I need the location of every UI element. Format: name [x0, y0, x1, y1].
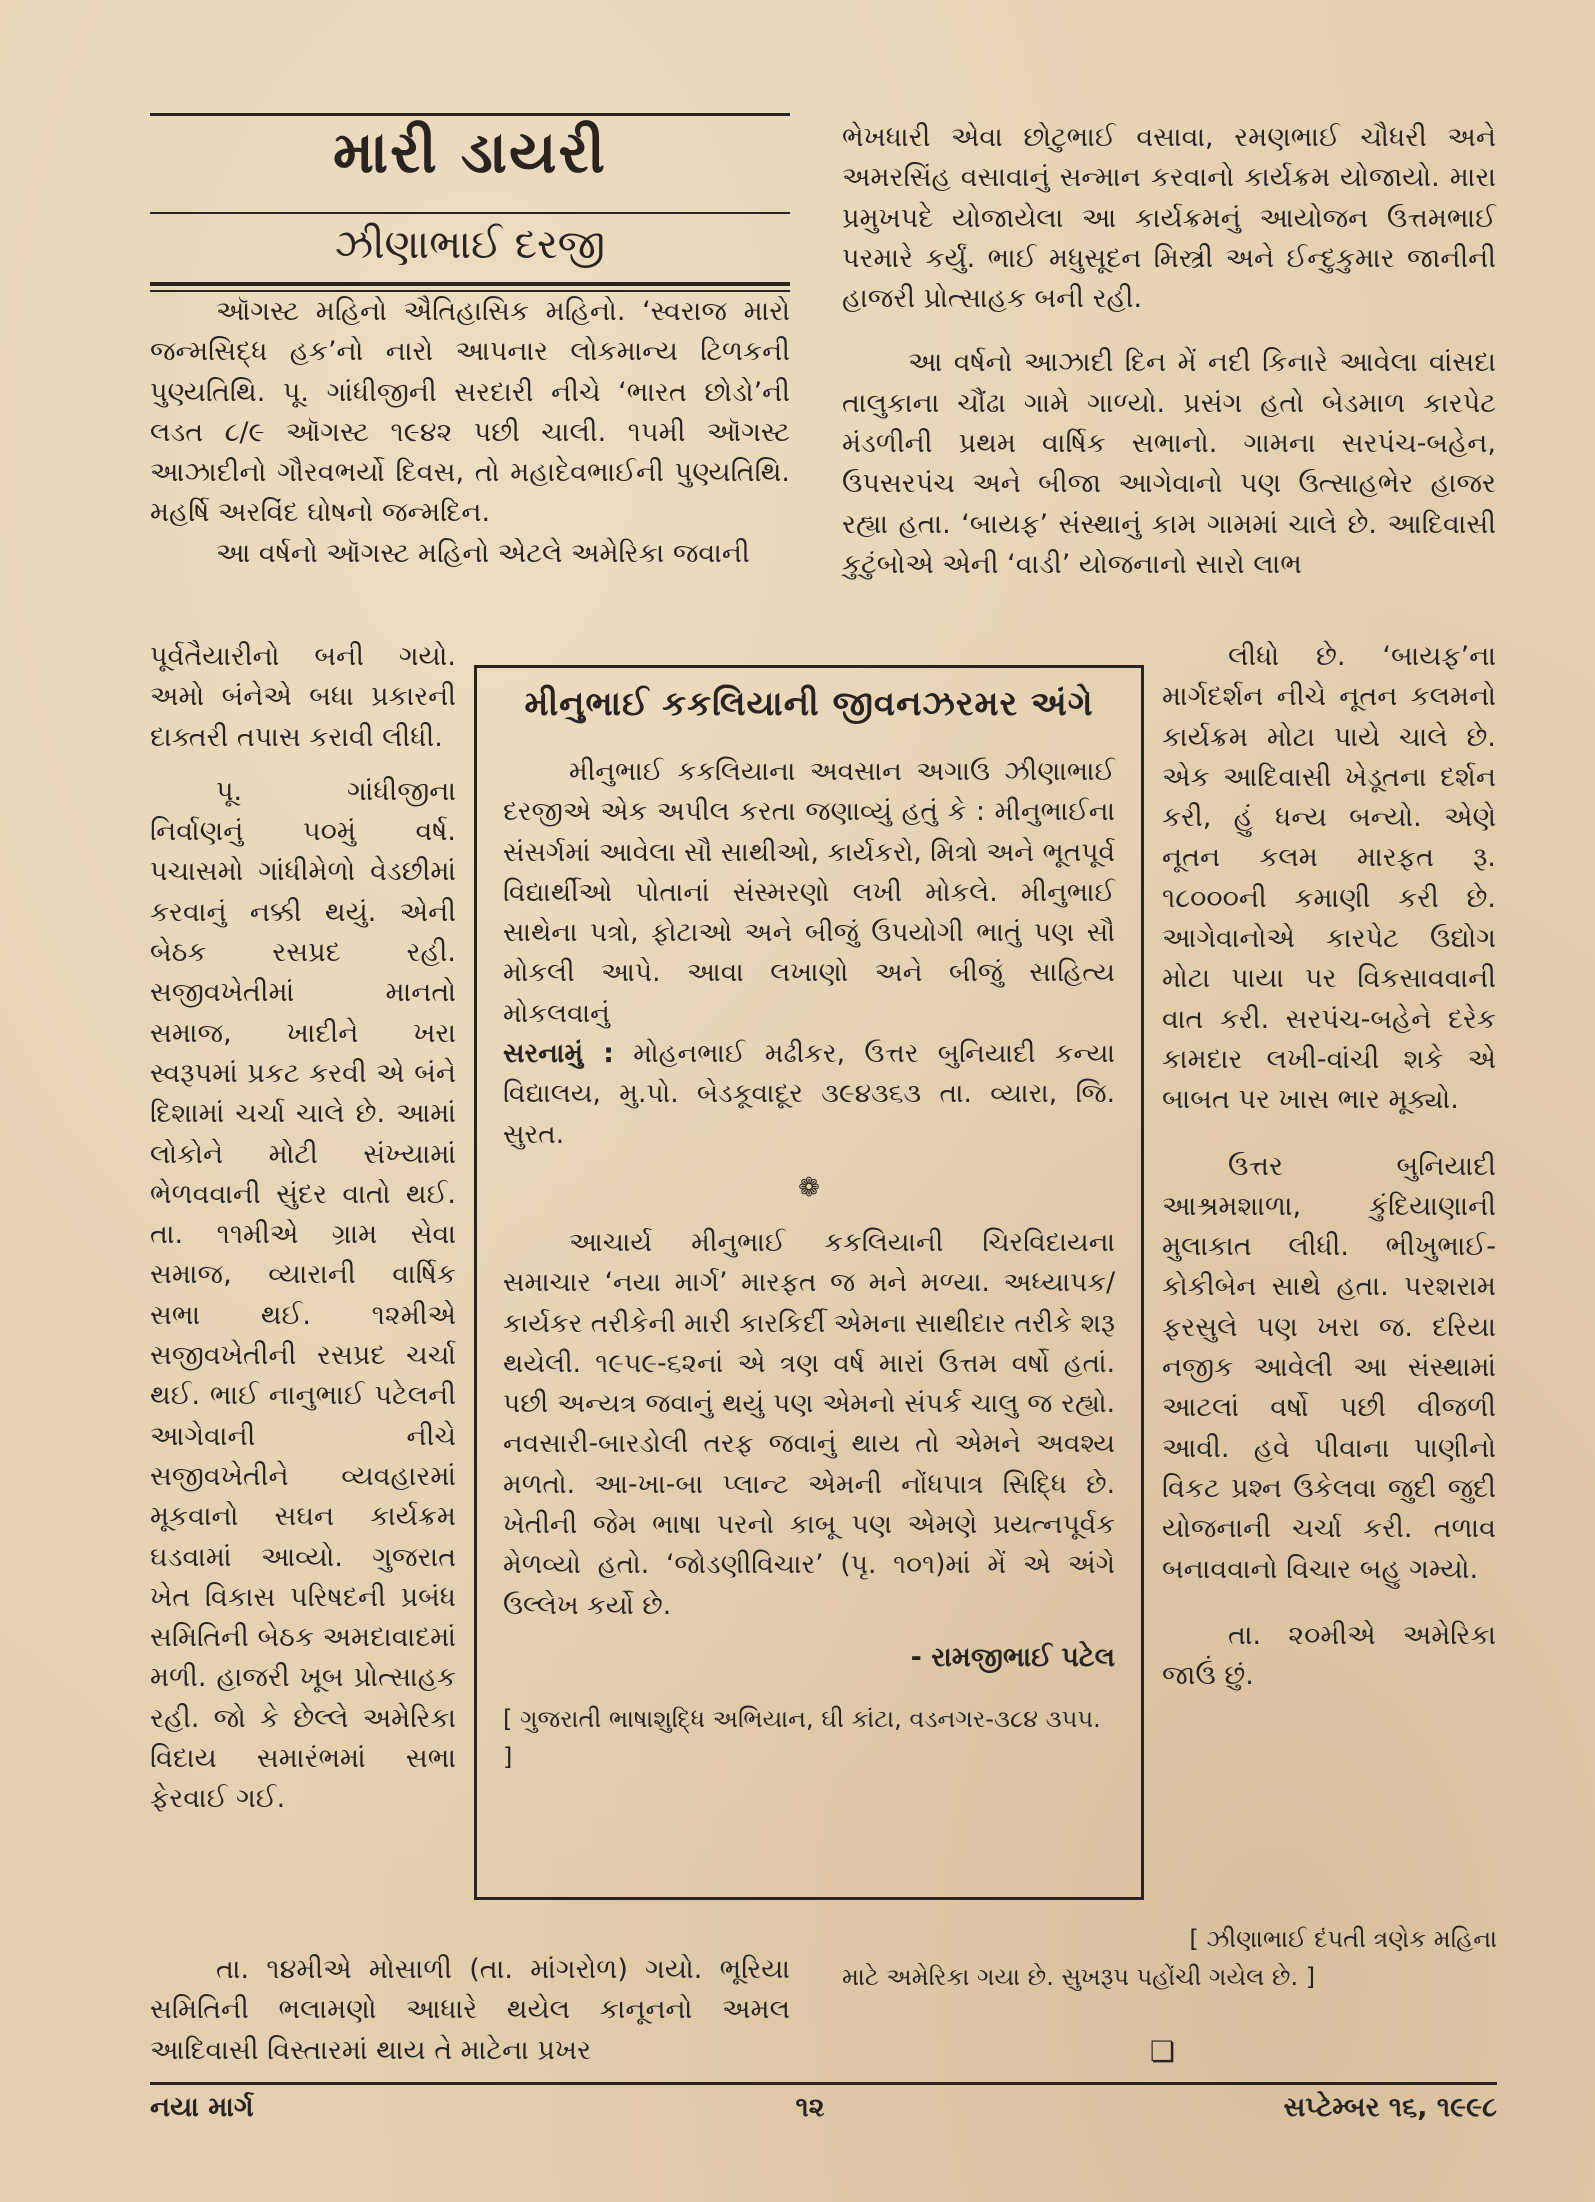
paragraph: આ વર્ષનો આઝાદી દિન મેં નદી કિનારે આવેલા વાંસદા તાલુકાના ચૌંઢા ગામે ગાળ્યો. પ્રસંગ હતો બેડમાળ કારપેટ મંડળીની પ્રથમ વાર્ષિક સભાનો. ગામના સરપંચ-બહેન, ઉપસરપંચ અને બીજા આગેવાનો પણ ઉત્સાહભેર હાજર રહ્યા હતા. ‘બાયફ’ સંસ્થાનું કામ ગામમાં ચાલે છે. આદિવાસી કુટુંબોએ એની ‘વાડી’ યોજનાનો સારો લાભ	[842, 347, 1496, 580]
right-column-top	[842, 118, 1496, 585]
box-signature: - રામજીભાઈ પટેલ	[910, 1641, 1115, 1673]
paragraph: ઑગસ્ટ મહિનો ઐતિહાસિક મહિનો. ‘સ્વરાજ મારો જન્મસિદ્ધ હક’નો નારો આપનાર લોકમાન્ય ટિળકની પુણ્યતિથિ. પૂ. ગાંધીજીની સરદારી નીચે ‘ભારત છોડો’ની લડત ૮/૯ ઑગસ્ટ ૧૯૪૨ પછી ચાલી. ૧૫મી ઑગસ્ટ આઝાદીનો ગૌરવભર્યો દિવસ, તો મહાદેવભાઈની પુણ્યતિથિ. મહર્ષિ અરવિંદ ઘોષનો જન્મદિન.	[150, 296, 790, 529]
footer-date: સપ્ટેમ્બર ૧૬, ૧૯૯૮	[1283, 2092, 1497, 2123]
footer-publication: નયા માર્ગ	[150, 2092, 254, 2123]
paragraph: લીધો છે. ‘બાયફ’ના માર્ગદર્શન નીચે નૂતન કલમનો કાર્યક્રમ મોટા પાયે ચાલે છે. એક આદિવાસી ખેડૂતના દર્શન કરી, હું ધન્ય બન્યો. એણે નૂતન કલમ મારફત રૂ. ૧૮૦૦૦ની કમાણી કરી છે. આગેવાનોએ કારપેટ ઉદ્યોગ મોટા પાયા પર વિકસાવવાની વાત કરી. સરપંચ-બહેને દરેક કામદાર લખી-વાંચી શકે એ બાબત પર ખાસ ભાર મૂક્યો.	[1162, 641, 1496, 1116]
end-mark-icon: ❏	[1150, 2035, 1176, 2068]
separator-icon: ❁	[798, 1172, 820, 1203]
paragraph: ઉત્તર બુનિયાદી આશ્રમશાળા, કુંદિયાણાની મુલાકાત લીધી. ભીખુભાઈ-કોકીબેન સાથે હતા. પરશરામ ફરસુલે પણ ખરા જ. દરિયા નજીક આવેલી આ સંસ્થામાં આટલાં વર્ષો પછી વીજળી આવી. હવે પીવાના પાણીનો વિકટ પ્રશ્ન ઉકેલવા જુદી જુદી યોજનાની ચર્ચા કરી. તળાવ બનાવવાનો વિચાર બહુ ગમ્યો.	[1162, 1150, 1496, 1585]
left-column-bottom	[150, 1950, 790, 2071]
paragraph: આ વર્ષનો ઑગસ્ટ મહિનો એટલે અમેરિકા જવાની	[216, 537, 750, 569]
right-column-narrow	[1162, 637, 1496, 1696]
paragraph: ભેખધારી એવા છોટુભાઈ વસાવા, રમણભાઈ ચૌધરી અને અમરસિંહ વસાવાનું સન્માન કરવાનો કાર્યક્રમ યોજાયો. મારા પ્રમુખપદે યોજાયેલા આ કાર્યક્રમનું આયોજન ઉત્તમભાઈ પરમારે કર્યું. ભાઈ મધુસૂદન મિસ્ત્રી અને ઈન્દુકુમાર જાનીની હાજરી પ્રોત્સાહક બની રહી.	[842, 122, 1496, 315]
box-paragraph: મીનુભાઈ કકલિયાના અવસાન અગાઉ ઝીણાભાઈ દરજીએ એક અપીલ કરતા જણાવ્યું હતું કે : મીનુભાઈના સંસર્ગમાં આવેલા સૌ સાથીઓ, કાર્યકરો, મિત્રો અને ભૂતપૂર્વ વિદ્યાર્થીઓ પોતાનાં સંસ્મરણો લખી મોકલે. મીનુભાઈ સાથેના પત્રો, ફોટાઓ અને બીજું ઉપયોગી ભાતું પણ સૌ મોકલી આપે. આવા લખાણો અને બીજું સાહિત્ય મોકલવાનું	[503, 756, 1115, 1029]
address-text: મોહનભાઈ મઢીકર, ઉત્તર બુનિયાદી કન્યા વિદ્યાલય, મુ.પો. બેડકૂવાદૂર ૩૯૪૩૬૩ તા. વ્યારા, જિ. સુરત.	[503, 1038, 1115, 1150]
box-paragraph: આચાર્ય મીનુભાઈ કકલિયાની ચિરવિદાયના સમાચાર ‘નયા માર્ગ’ મારફત જ મને મળ્યા. અધ્યાપક/કાર્યકર તરીકેની મારી કારકિર્દી એમના સાથીદાર તરીકે શરૂ થયેલી. ૧૯૫૯-૬૨નાં એ ત્રણ વર્ષ મારાં ઉત્તમ વર્ષો હતાં. પછી અન્યત્ર જવાનું થયું પણ એમનો સંપર્ક ચાલુ જ રહ્યો. નવસારી-બારડોલી તરફ જવાનું થાય તો એમને અવશ્ય મળતો. આ-ખા-બા પ્લાન્ટ એમની નોંધપાત્ર સિદ્ધિ છે. ખેતીની જેમ ભાષા પરનો કાબૂ પણ એમણે પ્રયત્નપૂર્વક મેળવ્યો હતો. ‘જોડણીવિચાર’ (પૃ. ૧૦૧)માં મેં એ અંગે ઉલ્લેખ કર્યો છે.	[503, 1226, 1115, 1621]
footnote-line-2: માટે અમેરિકા ગયા છે. સુખરૂપ પહોંચી ગયેલ છે. ]	[842, 1963, 1316, 1991]
paragraph: પૂ. ગાંધીજીના નિર્વાણનું ૫૦મું વર્ષ. પચાસમો ગાંધીમેળો વેડછીમાં કરવાનું નક્કી થયું. એની બેઠક રસપ્રદ રહી. સજીવખેતીમાં માનતો સમાજ, ખાદીને ખરા સ્વરૂપમાં પ્રકટ કરવી એ બંને દિશામાં ચર્ચા ચાલે છે. આમાં લોકોને મોટી સંખ્યામાં ભેળવવાની સુંદર વાતો થઈ. તા. ૧૧મીએ ગ્રામ સેવા સમાજ, વ્યારાની વાર્ષિક સભા થઈ. ૧૨મીએ સજીવખેતીની રસપ્રદ ચર્ચા થઈ. ભાઈ નાનુભાઈ પટેલની આગેવાની નીચે સજીવખેતીને વ્યવહારમાં મૂકવાનો સઘન કાર્યક્રમ ઘડવામાં આવ્યો. ગુજરાત ખેત વિકાસ પરિષદની પ્રબંધ સમિતિની બેઠક અમદાવાદમાં મળી. હાજરી ખૂબ પ્રોત્સાહક રહી. જો કે છેલ્લે અમેરિકા વિદાય સમારંભમાં સભા ફેરવાઈ ગઈ.	[150, 775, 456, 1815]
paragraph: તા. ૧૪મીએ મોસાળી (તા. માંગરોળ) ગયો. ભૂરિયા સમિતિની ભલામણો આધારે થયેલ કાનૂનનો અમલ આદિવાસી વિસ્તારમાં થાય તે માટેના પ્રખર	[150, 1954, 790, 2066]
title-top-rule	[150, 113, 790, 116]
author-rule-thick	[150, 282, 790, 286]
article-author: ઝીણાભાઈ દરજી	[334, 222, 606, 268]
paragraph: પૂર્વતૈયારીનો બની ગયો. અમો બંનેએ બધા પ્રકારની દાક્તરી તપાસ કરાવી લીધી.	[150, 641, 456, 753]
title-mid-rule	[150, 212, 790, 214]
footer-page-number: ૧૨	[795, 2092, 825, 2123]
address-label: સરનામું :	[503, 1038, 614, 1070]
box-source: [ ગુજરાતી ભાષાશુદ્ધિ અભિયાન, ઘી કાંટા, વડનગર-૩૮૪ ૩૫૫. ]	[503, 1704, 1101, 1771]
box-address	[503, 1034, 1115, 1155]
left-column-narrow	[150, 637, 456, 1820]
paragraph: તા. ૨૦મીએ અમેરિકા જાઉં છું.	[1162, 1619, 1496, 1692]
boxed-article	[474, 665, 1144, 1900]
box-title: મીનુભાઈ કકલિયાની જીવનઝરમર અંગે	[524, 684, 1094, 724]
article-title: મારી ડાયરી	[332, 118, 608, 186]
footer-rule	[150, 2082, 1497, 2085]
footnote-line-1: [ ઝીણાભાઈ દંપતી ત્રણેક મહિના	[1189, 1925, 1497, 1953]
left-column-top	[150, 292, 790, 574]
